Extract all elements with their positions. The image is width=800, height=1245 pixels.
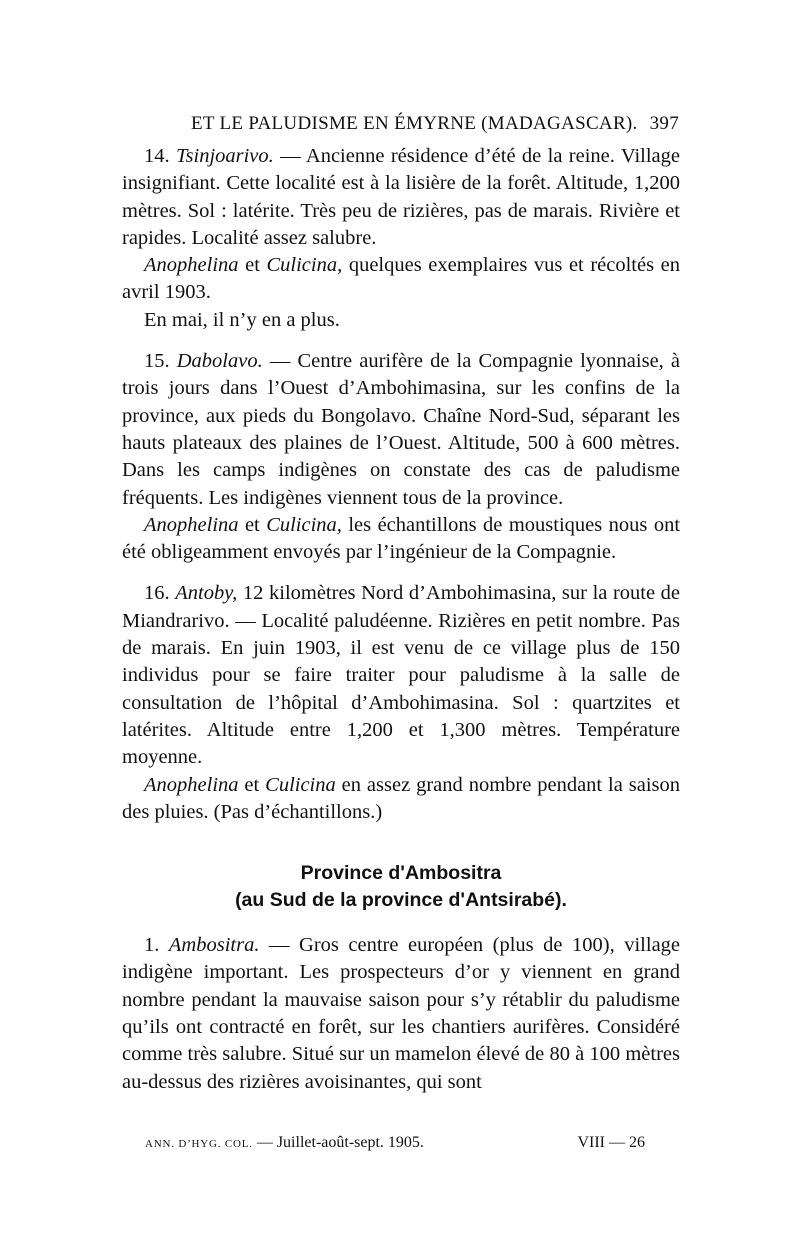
entry-text: 12 kilomètres Nord d’Ambohimasina, sur la route de Miandrarivo. — Localité paludéenne. Rizières en petit nombre. Pas de marais. En juin 1903, il est venu de ce village plus de 150 individus pour se faire traiter pour paludisme à la salle de consultation de l’hôpital d’Ambohimasina. Sol : quartzites et latérites. Altitude entre 1,200 et 1,300 mètres. Température moyenne. bbox=[122, 582, 681, 769]
entry-number: 15. bbox=[144, 350, 170, 373]
entry-16-species: Anophelina et Culicina en assez grand nombre pendant la saison des pluies. (Pas d’échantillons.) bbox=[122, 773, 680, 823]
entry-16-paragraph bbox=[122, 580, 680, 771]
entry-text: — Gros centre européen (plus de 100), village indigène important. Les prospecteurs d’or y viennent en grand nombre pendant la mauvaise saison pour s’y rétablir du paludisme qu’ils ont contracté en forêt, sur les chantiers aurifères. Considéré comme très salubre. Situé sur un mamelon élevé de 80 à 100 mètres au-dessus des rizières avoisinantes, qui sont bbox=[122, 934, 681, 1093]
entry-14-paragraph bbox=[122, 143, 680, 252]
species-anophelina: Anophelina bbox=[144, 773, 239, 796]
entry-15-species: Anophelina et Culicina, les échantillons de moustiques nous ont été obligeamment envoyés par l’ingénieur de la Compagnie. bbox=[122, 513, 681, 564]
species-text: quelques exemplaires vus et récoltés en avril 1903. bbox=[122, 254, 681, 304]
footer-citation bbox=[145, 1134, 424, 1152]
entry-1-paragraph bbox=[122, 932, 680, 1096]
species-text: en assez grand nombre pendant la saison des pluies. (Pas d’échantillons.) bbox=[122, 773, 680, 823]
species-text: les échantillons de moustiques nous ont été obligeamment envoyés par l’ingénieur de la Compagnie. bbox=[122, 513, 681, 564]
province-heading-line2: (au Sud de la province d'Antsirabé). bbox=[235, 889, 567, 912]
entry-number: 14. bbox=[144, 145, 170, 167]
entry-14-extra: En mai, il n’y en a plus. bbox=[144, 308, 340, 331]
species-culicina: Culicina, bbox=[266, 254, 343, 277]
species-culicina: Culicina bbox=[265, 773, 336, 796]
entry-14-species: Anophelina et Culicina, quelques exemplaires vus et récoltés en avril 1903. bbox=[122, 254, 681, 304]
species-anophelina: Anophelina bbox=[144, 254, 239, 277]
footer-signature: VIII — 26 bbox=[577, 1134, 645, 1151]
place-name: Antoby, bbox=[175, 582, 238, 605]
entry-number: 1. bbox=[144, 934, 160, 957]
entry-15-paragraph bbox=[122, 348, 680, 512]
footer-date: — Juillet-août-sept. 1905. bbox=[256, 1134, 424, 1151]
province-heading-line1: Province d'Ambositra bbox=[300, 862, 502, 885]
entry-number: 16. bbox=[144, 582, 170, 605]
page-number: 397 bbox=[649, 113, 679, 134]
place-name: Ambositra. bbox=[168, 934, 260, 957]
footer-journal: ANN. D’HYG. COL. bbox=[145, 1138, 253, 1150]
entry-text: — Ancienne résidence d’été de la reine. Village insignifiant. Cette localité est à la lisière de la forêt. Altitude, 1,200 mètres. Sol : latérite. Très peu de rizières, pas de marais. Rivière et rapides. Localité assez salubre. bbox=[122, 145, 681, 249]
species-anophelina: Anophelina bbox=[144, 513, 239, 536]
entry-text: — Centre aurifère de la Compagnie lyonnaise, à trois jours dans l’Ouest d’Ambohimasina, sur les confins de la province, aux pieds du Bongolavo. Chaîne Nord-Sud, séparant les hauts plateaux des plaines de l’Ouest. Altitude, 500 à 600 mètres. Dans les camps indigènes on constate des cas de paludisme fréquents. Les indigènes viennent tous de la province. bbox=[122, 350, 681, 509]
species-culicina: Culicina, bbox=[266, 513, 342, 536]
place-name: Tsinjoarivo. bbox=[176, 145, 274, 167]
body-text bbox=[122, 143, 680, 1096]
header-title: ET LE PALUDISME EN ÉMYRNE (MADAGASCAR). bbox=[191, 113, 638, 134]
place-name: Dabolavo. bbox=[176, 350, 263, 373]
